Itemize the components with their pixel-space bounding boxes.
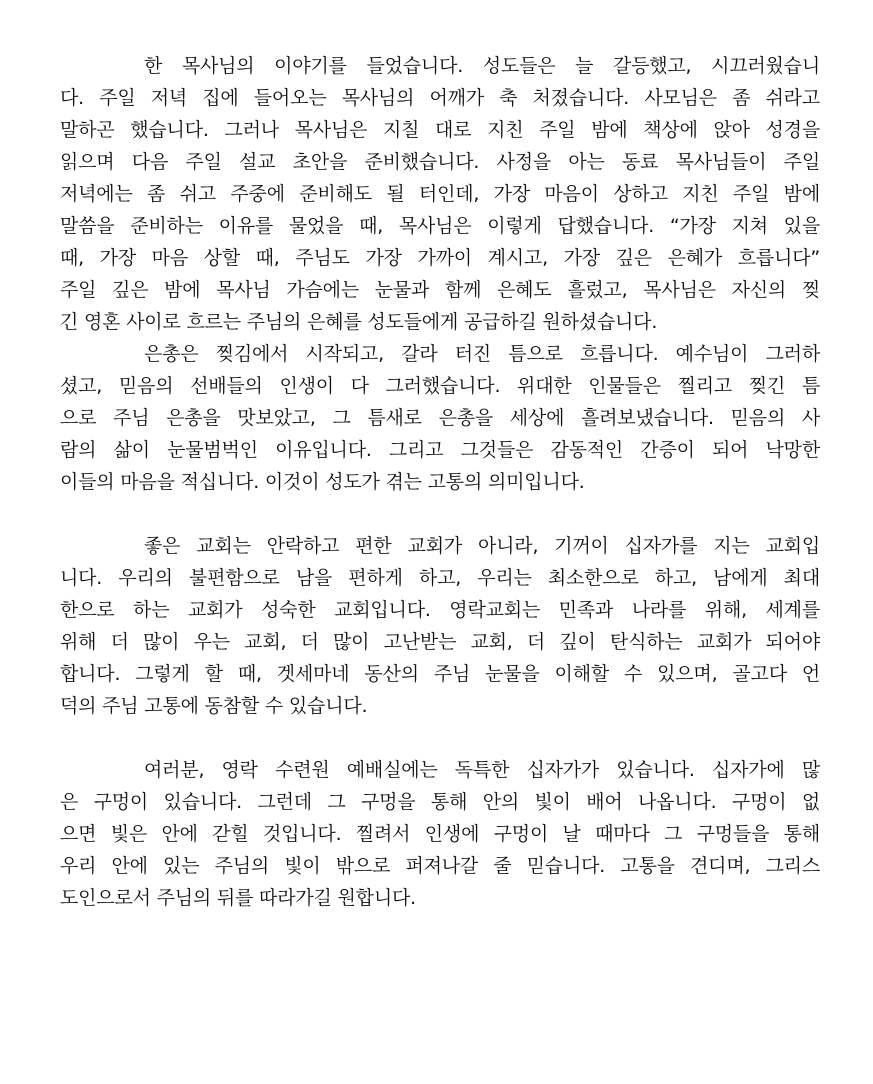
text-line: 덕의 주님 고통에 동참할 수 있습니다.	[60, 695, 368, 717]
text-line: 으면 빛은 안에 갇힐 것입니다. 찔려서 인생에 구멍이 날 때마다 그 구멍들을 통해	[60, 823, 820, 845]
paragraph-1	[60, 50, 820, 338]
text-line: 니다. 우리의 불편함으로 남을 편하게 하고, 우리는 최소한으로 하고, 남에게 최대	[60, 567, 820, 589]
text-line: 긴 영혼 사이로 흐르는 주님의 은혜를 성도들에게 공급하길 원하셨습니다.	[60, 311, 658, 333]
text-line: 한 목사님의 이야기를 들었습니다. 성도들은 늘 갈등했고, 시끄러웠습니	[144, 55, 820, 77]
text-line: 합니다. 그렇게 할 때, 겟세마네 동산의 주님 눈물을 이해할 수 있으며, 골고다 언	[60, 663, 820, 685]
text-line: 주일 깊은 밤에 목사님 가슴에는 눈물과 함께 은혜도 흘렀고, 목사님은 자신의 찢	[60, 279, 820, 301]
text-line: 저녁에는 좀 쉬고 주중에 준비해도 될 터인데, 가장 마음이 상하고 지친 주일 밤에	[60, 183, 820, 205]
text-line: 한으로 하는 교회가 성숙한 교회입니다. 영락교회는 민족과 나라를 위해, 세계를	[60, 599, 820, 621]
paragraph-gap	[60, 498, 820, 530]
text-line: 이들의 마음을 적십니다. 이것이 성도가 겪는 고통의 의미입니다.	[60, 471, 585, 493]
text-line: 여러분, 영락 수련원 예배실에는 독특한 십자가가 있습니다. 십자가에 많	[144, 759, 820, 781]
paragraph-3	[60, 530, 820, 722]
text-line: 람의 삶이 눈물범벅인 이유입니다. 그리고 그것들은 감동적인 간증이 되어 낙망한	[60, 439, 820, 461]
text-line: 우리 안에 있는 주님의 빛이 밖으로 퍼져나갈 줄 믿습니다. 고통을 견디며, 그리스	[60, 855, 820, 877]
text-line: 좋은 교회는 안락하고 편한 교회가 아니라, 기꺼이 십자가를 지는 교회입	[144, 535, 820, 557]
text-line: 은 구멍이 있습니다. 그런데 그 구멍을 통해 안의 빛이 배어 나옵니다. 구멍이 없	[60, 791, 820, 813]
text-line: 위해 더 많이 우는 교회, 더 많이 고난받는 교회, 더 깊이 탄식하는 교회가 되어야	[60, 631, 820, 653]
text-line: 읽으며 다음 주일 설교 초안을 준비했습니다. 사정을 아는 동료 목사님들이 주일	[60, 151, 820, 173]
paragraph-4	[60, 754, 820, 914]
text-line: 은총은 찢김에서 시작되고, 갈라 터진 틈으로 흐릅니다. 예수님이 그러하	[144, 343, 820, 365]
text-line: 말씀을 준비하는 이유를 물었을 때, 목사님은 이렇게 답했습니다. “가장 지쳐 있을	[60, 215, 820, 237]
text-line: 셨고, 믿음의 선배들의 인생이 다 그러했습니다. 위대한 인물들은 찔리고 찢긴 틈	[60, 375, 820, 397]
text-line: 으로 주님 은총을 맛보았고, 그 틈새로 은총을 세상에 흘려보냈습니다. 믿음의 사	[60, 407, 820, 429]
text-line: 도인으로서 주님의 뒤를 따라가길 원합니다.	[60, 887, 416, 909]
paragraph-gap	[60, 722, 820, 754]
text-line: 때, 가장 마음 상할 때, 주님도 가장 가까이 계시고, 가장 깊은 은혜가 흐릅니다”	[60, 247, 820, 269]
text-line: 말하곤 했습니다. 그러나 목사님은 지칠 대로 지친 주일 밤에 책상에 앉아 성경을	[60, 119, 820, 141]
text-line: 다. 주일 저녁 집에 들어오는 목사님의 어깨가 축 처졌습니다. 사모님은 좀 쉬라고	[60, 87, 820, 109]
document-page	[60, 50, 820, 914]
paragraph-2	[60, 338, 820, 498]
